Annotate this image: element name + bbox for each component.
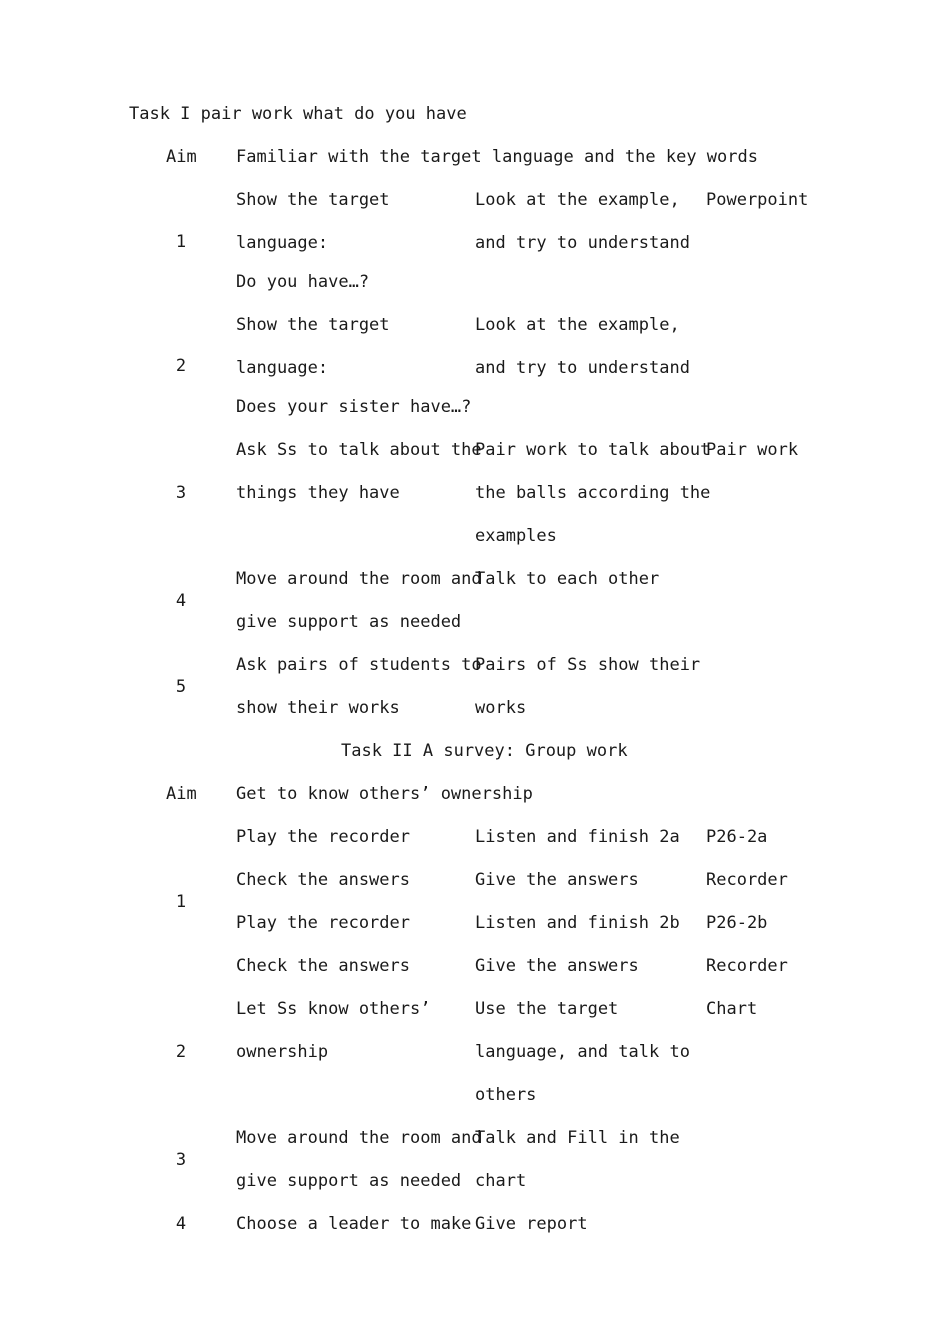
task2-teacher-line: Choose a leader to make <box>236 1214 472 1234</box>
task2-student-line: others <box>475 1085 537 1105</box>
task2-resource: Chart <box>706 999 758 1019</box>
task2-step-number: 2 <box>175 1042 187 1062</box>
task2-teacher-line: Play the recorder <box>236 913 410 933</box>
task1-teacher-line: show their works <box>236 698 400 718</box>
task1-teacher-line: Ask pairs of students to <box>236 655 482 675</box>
task1-teacher-line: Ask Ss to talk about the <box>236 440 482 460</box>
task2-heading: Task II A survey: Group work <box>341 741 628 761</box>
task1-resource: Powerpoint <box>706 190 809 210</box>
task2-step-number: 1 <box>175 892 187 912</box>
task2-resource: P26-2b <box>706 913 768 933</box>
task1-student-line: Pairs of Ss show their <box>475 655 701 675</box>
task1-student-line: works <box>475 698 527 718</box>
task2-student-line: Give the answers <box>475 956 639 976</box>
task2-teacher-line: Check the answers <box>236 870 410 890</box>
task1-student-line: Look at the example, <box>475 190 680 210</box>
task1-teacher-line: Show the target <box>236 315 390 335</box>
task1-student-line: Pair work to talk about <box>475 440 711 460</box>
task1-teacher-line: Does your sister have…? <box>236 397 472 417</box>
task2-resource: P26-2a <box>706 827 768 847</box>
task1-aim-text: Familiar with the target language and the key words <box>236 147 758 167</box>
task2-teacher-line: Play the recorder <box>236 827 410 847</box>
task1-step-number: 2 <box>175 356 187 376</box>
task1-student-line: and try to understand <box>475 233 690 253</box>
task2-teacher-line: Move around the room and <box>236 1128 482 1148</box>
task2-teacher-line: Let Ss know others’ <box>236 999 431 1019</box>
task1-student-line: examples <box>475 526 557 546</box>
task2-teacher-line: ownership <box>236 1042 329 1062</box>
task2-aim-label: Aim <box>166 784 197 804</box>
task1-step-number: 3 <box>175 483 187 503</box>
task2-resource: Recorder <box>706 870 788 890</box>
task2-step-number: 3 <box>175 1150 187 1170</box>
task1-teacher-line: language: <box>236 358 329 378</box>
task1-student-line: the balls according the <box>475 483 711 503</box>
task1-student-line: and try to understand <box>475 358 690 378</box>
task2-teacher-line: give support as needed <box>236 1171 462 1191</box>
task2-student-line: chart <box>475 1171 527 1191</box>
task2-student-line: Use the target <box>475 999 619 1019</box>
task2-resource: Recorder <box>706 956 788 976</box>
task1-teacher-line: Show the target <box>236 190 390 210</box>
task1-teacher-line: Do you have…? <box>236 272 370 292</box>
task2-student-line: Talk and Fill in the <box>475 1128 680 1148</box>
task1-teacher-line: Move around the room and <box>236 569 482 589</box>
task2-aim-text: Get to know others’ ownership <box>236 784 533 804</box>
task1-aim-label: Aim <box>166 147 197 167</box>
task1-resource: Pair work <box>706 440 799 460</box>
task2-student-line: Give report <box>475 1214 588 1234</box>
task1-teacher-line: things they have <box>236 483 400 503</box>
task1-teacher-line: give support as needed <box>236 612 462 632</box>
task2-student-line: Give the answers <box>475 870 639 890</box>
task1-step-number: 5 <box>175 677 187 697</box>
task1-student-line: Talk to each other <box>475 569 660 589</box>
task1-step-number: 4 <box>175 591 187 611</box>
task2-teacher-line: Check the answers <box>236 956 410 976</box>
task2-step-number: 4 <box>175 1214 187 1234</box>
task2-student-line: Listen and finish 2b <box>475 913 680 933</box>
task2-student-line: Listen and finish 2a <box>475 827 680 847</box>
task1-step-number: 1 <box>175 232 187 252</box>
task1-heading: Task I pair work what do you have <box>129 104 467 124</box>
task2-student-line: language, and talk to <box>475 1042 690 1062</box>
task1-teacher-line: language: <box>236 233 329 253</box>
task1-student-line: Look at the example, <box>475 315 680 335</box>
